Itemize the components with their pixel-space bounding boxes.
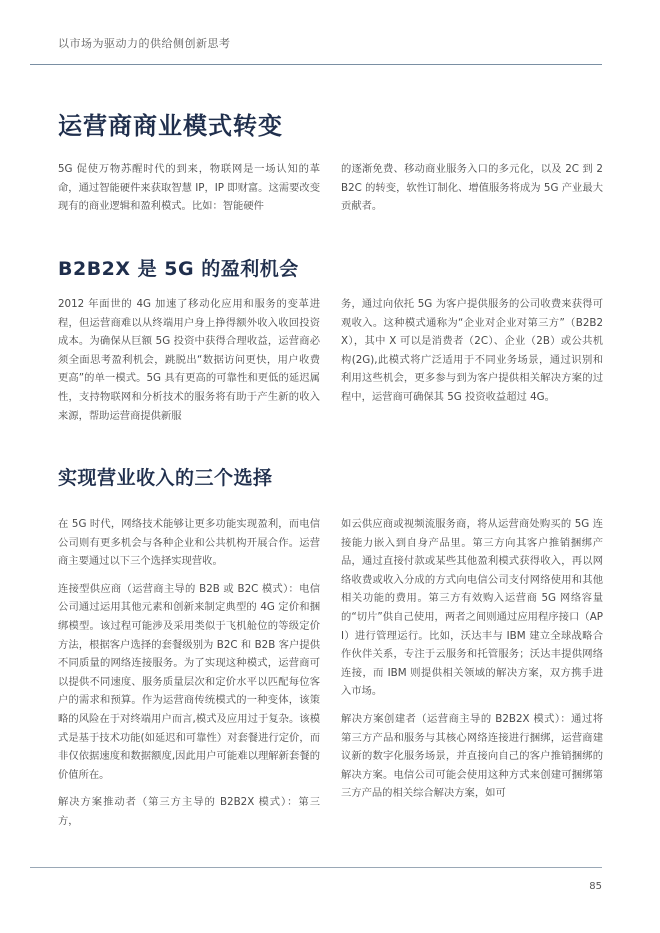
- footer-divider: [30, 867, 602, 868]
- header-divider: [30, 64, 602, 65]
- paragraph: 解决方案创建者（运营商主导的 B2B2X 模式）：通过将第三方产品和服务与其核心网络连接进行捆绑，运营商建议新的数字化服务场景，并直接向自己的客户推销捆绑的解决方案。电信公司可能会使用这种方式来创建可捆绑第三方产品的相关综合解决方案，如可: [341, 712, 603, 800]
- paragraph: 5G 促使万物苏醒时代的到来，物联网是一场认知的革命，通过智能硬件来获取智慧 IP，IP 即财富。这需要改变现有的商业逻辑和盈利模式。比如：智能硬件: [58, 163, 320, 213]
- paragraph: 连接型供应商（运营商主导的 B2B 或 B2C 模式）：电信公司通过运用其他元素和创新来制定典型的 4G 定价和捆绑模型。该过程可能涉及采用类似于飞机舱位的等级定价方法，根据客户选择的套餐级别为 B2C 和 B2B 客户提供不同质量的网络连接服务。为了实现这种模式，运营商可以提供不同速度、服务质量层次和定价水平以匹配每位客户的需求和预算。作为运营商传统模式的一种变体，该策略的风险在于对终端用户而言,模式及应用过于复杂。该模式是基于技术功能(如延迟和可靠性）对套餐进行定价，而非仅依据速度和数据额度,因此用户可能难以理解新套餐的价值所在。: [58, 582, 320, 781]
- section3-right-column: [341, 515, 603, 812]
- page-number: 85: [589, 881, 602, 892]
- paragraph: 2012 年面世的 4G 加速了移动化应用和服务的变革进程，但运营商难以从终端用户身上挣得额外收入收回投资成本。为确保从巨额 5G 投资中获得合理收益，运营商必须全面思考盈利机会，跳脱出“数据访问更快，用户收费更高”的单一模式。5G 具有更高的可靠性和更低的延迟属性，支持物联网和分析技术的服务将有助于产生新的收入来源，帮助运营商提供新服: [58, 298, 320, 422]
- section1-right-column: [341, 160, 603, 225]
- paragraph: 的逐渐免费、移动商业服务入口的多元化，以及 2C 到 2B2C 的转变，软性订制化、增值服务将成为 5G 产业最大贡献者。: [341, 163, 603, 213]
- paragraph: 解决方案推动者（第三方主导的 B2B2X 模式）：第三方，: [58, 796, 320, 827]
- section3-left-column: [58, 515, 320, 840]
- running-header: 以市场为驱动力的供给侧创新思考: [58, 37, 231, 50]
- paragraph: 如云供应商或视频流服务商，将从运营商处购买的 5G 连接能力嵌入到自身产品里。第三方向其客户推销捆绑产品，通过直接付款或某些其他盈利模式获得收入，再以网络收费或收入分成的方式向电信公司支付网络使用和其他相关功能的费用。第三方有效购入运营商 5G 网络容量的“切片”供自己使用，两者之间则通过应用程序接口（API）进行管理运行。比如，沃达丰与 IBM 建立全球战略合作伙伴关系，专注于云服务和托管服务；沃达丰提供网络连接，而 IBM 则提供相关领域的解决方案，双方携手进入市场。: [341, 518, 603, 698]
- section3-heading: 实现营业收入的三个选择: [58, 467, 273, 489]
- paragraph: 在 5G 时代，网络技术能够让更多功能实现盈利，而电信公司则有更多机会与各种企业和公共机构开展合作。运营商主要通过以下三个选择实现营收。: [58, 518, 320, 568]
- section2-right-column: [341, 295, 603, 416]
- section1-left-column: [58, 160, 320, 225]
- main-heading: 运营商商业模式转变: [58, 112, 283, 140]
- section2-left-column: [58, 295, 320, 434]
- paragraph: 务，通过向依托 5G 为客户提供服务的公司收费来获得可观收入。这种模式通称为“企业对企业对第三方”（B2B2X），其中 X 可以是消费者（2C）、企业（2B）或公共机构(2G),此模式将广泛适用于不同业务场景，通过识别和利用这些机会，更多参与到为客户提供相关解决方案的过程中，运营商可确保其 5G 投资收益超过 4G。: [341, 298, 603, 403]
- section2-heading: B2B2X 是 5G 的盈利机会: [58, 258, 299, 280]
